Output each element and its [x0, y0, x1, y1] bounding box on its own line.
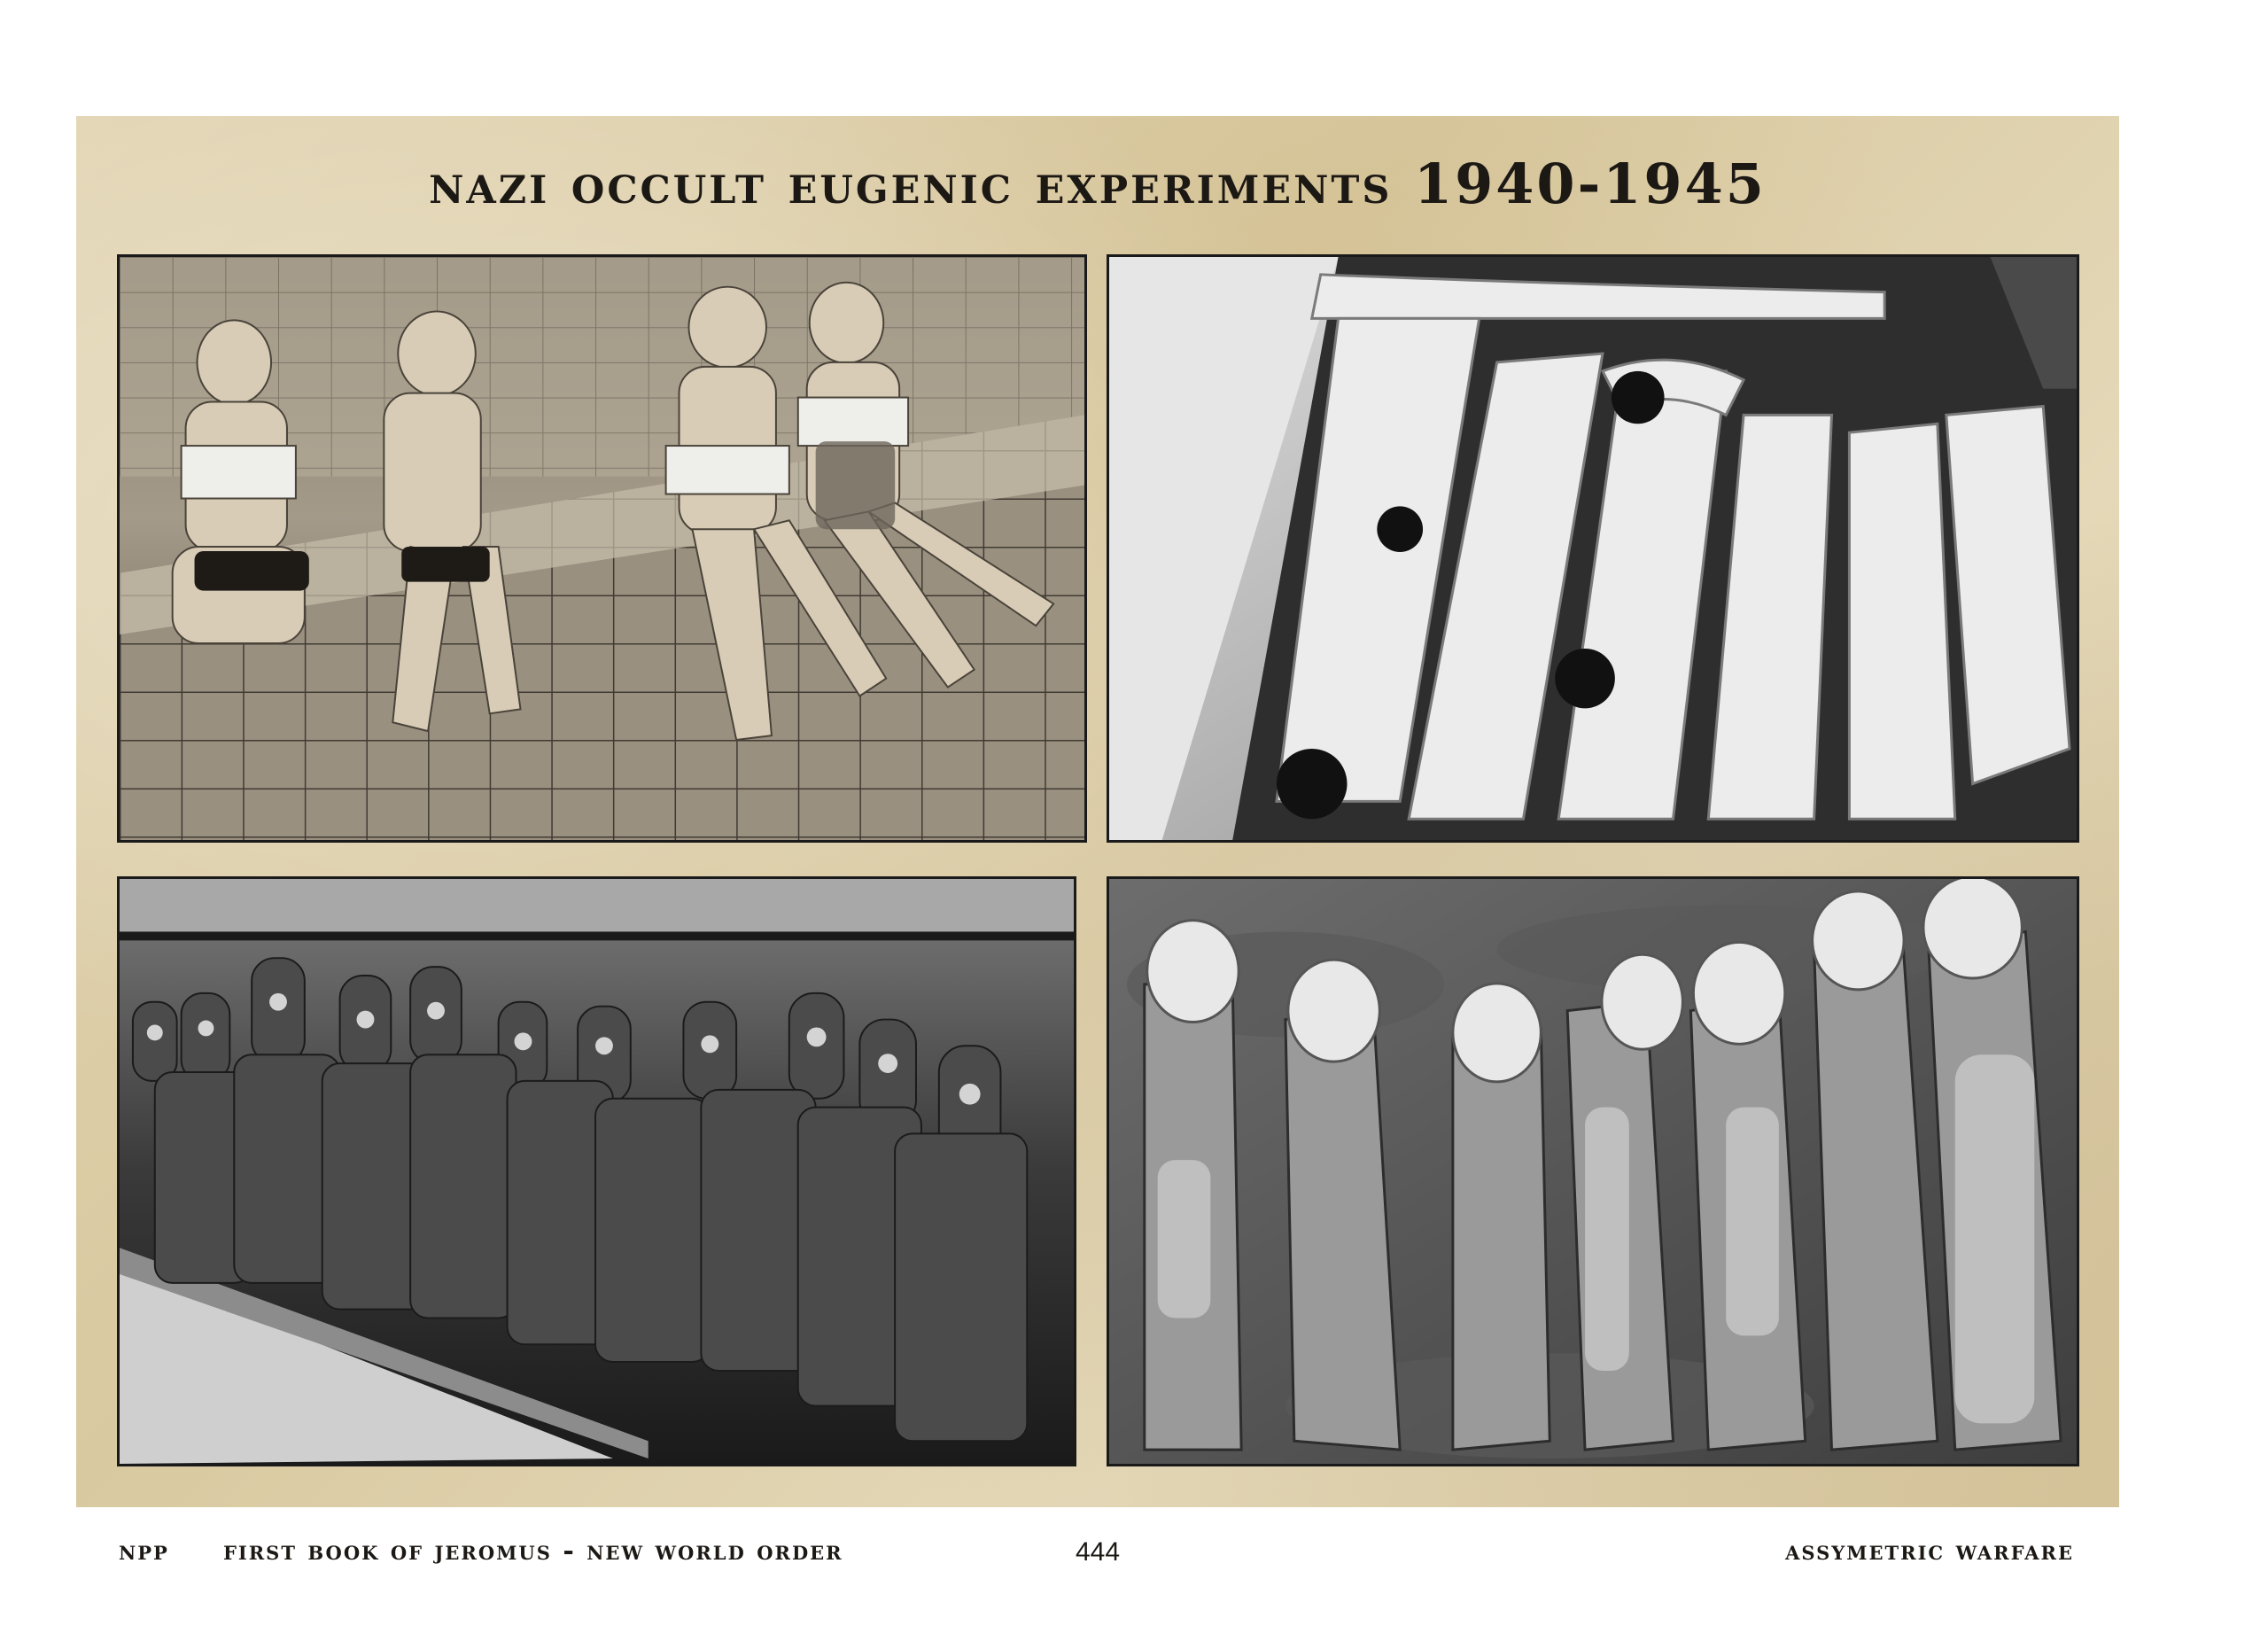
- bodies-in-tank-image: [1109, 257, 2077, 840]
- exhumed-remains-image: [1109, 879, 2077, 1464]
- masked-children-lineup-photo: [117, 876, 1076, 1466]
- bodies-in-tank-photo: [1107, 254, 2079, 843]
- parchment-panel: [76, 116, 2119, 1507]
- footer-series: npp: [119, 1536, 169, 1567]
- page-title: nazi occult eugenic experiments 1940-1945: [429, 152, 1767, 216]
- children-poolside-image: [120, 257, 1084, 840]
- footer-section-title: assymetric warfare: [1785, 1536, 2074, 1567]
- masked-children-lineup-image: [120, 879, 1074, 1464]
- footer-book-title: first book of jeromus - new world order: [223, 1536, 843, 1567]
- children-poolside-photo: [117, 254, 1087, 843]
- exhumed-remains-photo: [1107, 876, 2079, 1466]
- page-number: 444: [1076, 1537, 1121, 1567]
